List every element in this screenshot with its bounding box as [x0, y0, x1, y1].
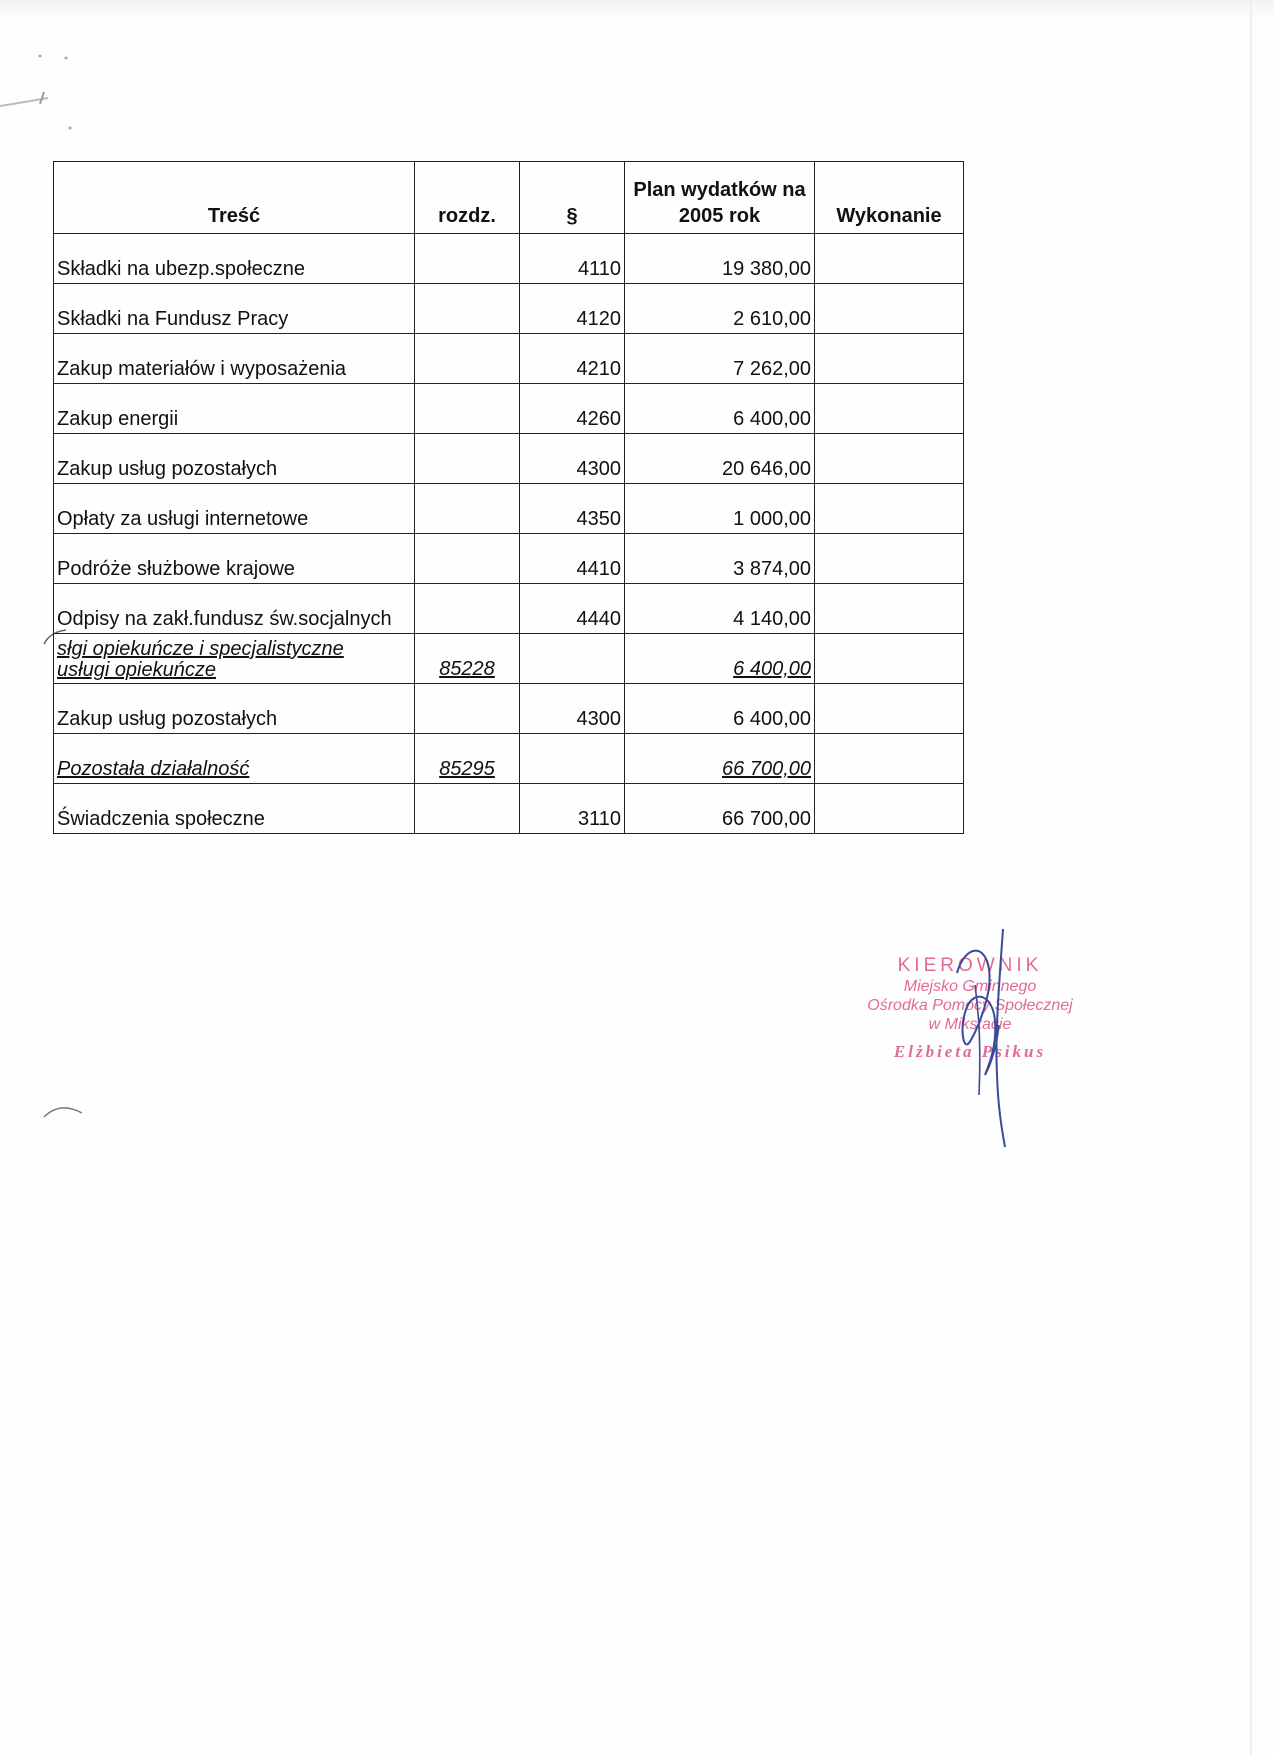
table-row: [54, 234, 964, 284]
cell-wykonanie: [815, 584, 964, 634]
cell-paragraf: 4300: [520, 684, 625, 734]
table-row: [54, 684, 964, 734]
header-paragraf: §: [520, 162, 625, 234]
cell-tresc: [54, 634, 415, 684]
cell-tresc: Opłaty za usługi internetowe: [54, 484, 415, 534]
cell-plan: 4 140,00: [625, 584, 815, 634]
header-plan-line2: 2005 rok: [678, 205, 761, 227]
table-row: [54, 784, 964, 834]
cell-paragraf: 4110: [520, 234, 625, 284]
cell-rozdz: [415, 584, 520, 634]
cell-plan: 66 700,00: [625, 734, 815, 784]
header-plan: [625, 162, 815, 234]
budget-table: [53, 161, 964, 834]
cell-paragraf: 4260: [520, 384, 625, 434]
table-row: [54, 384, 964, 434]
cell-tresc: Świadczenia społeczne: [54, 784, 415, 834]
stamp-name: Elżbieta Psikus: [893, 1042, 1047, 1061]
cell-tresc: Składki na Fundusz Pracy: [54, 284, 415, 334]
cell-wykonanie: [815, 734, 964, 784]
cell-wykonanie: [815, 634, 964, 684]
cell-wykonanie: [815, 234, 964, 284]
cell-rozdz: [415, 234, 520, 284]
cell-paragraf: [520, 734, 625, 784]
cell-plan: 1 000,00: [625, 484, 815, 534]
table-row-subsection-85228: [54, 634, 964, 684]
cell-wykonanie: [815, 434, 964, 484]
header-wykonanie: Wykonanie: [815, 162, 964, 234]
cell-tresc: Zakup usług pozostałych: [54, 684, 415, 734]
margin-arc-mark: [40, 1095, 90, 1125]
cell-rozdz: [415, 784, 520, 834]
cell-plan: 20 646,00: [625, 434, 815, 484]
cell-wykonanie: [815, 384, 964, 434]
cell-plan: 19 380,00: [625, 234, 815, 284]
page-right-edge: [1250, 0, 1252, 1755]
cell-rozdz: 85295: [415, 734, 520, 784]
cell-paragraf: 4440: [520, 584, 625, 634]
cell-wykonanie: [815, 284, 964, 334]
cell-wykonanie: [815, 484, 964, 534]
cell-plan: 3 874,00: [625, 534, 815, 584]
table-row: [54, 534, 964, 584]
cell-tresc: Podróże służbowe krajowe: [54, 534, 415, 584]
stamp-line3: Ośrodka Pomocy Społecznej: [867, 997, 1073, 1014]
cell-plan: 66 700,00: [625, 784, 815, 834]
cell-paragraf: 4410: [520, 534, 625, 584]
cell-rozdz: [415, 534, 520, 584]
cell-plan: 6 400,00: [625, 684, 815, 734]
cell-paragraf: 4210: [520, 334, 625, 384]
subsection-title-line2: usługi opiekuńcze: [57, 659, 216, 681]
stamp-line4: w Mikstacie: [928, 1016, 1012, 1033]
cell-rozdz: [415, 684, 520, 734]
header-tresc: Treść: [54, 162, 415, 234]
cell-rozdz: [415, 484, 520, 534]
cell-tresc: Odpisy na zakł.fundusz św.socjalnych: [54, 584, 415, 634]
table-row-subsection-85295: [54, 734, 964, 784]
table-row: [54, 584, 964, 634]
cell-tresc: Pozostała działalność: [54, 734, 415, 784]
cell-plan: 7 262,00: [625, 334, 815, 384]
cell-plan: 6 400,00: [625, 384, 815, 434]
table-row: [54, 334, 964, 384]
table-row: [54, 434, 964, 484]
stamp-line2: Miejsko Gminnego: [903, 978, 1037, 995]
cell-plan: 2 610,00: [625, 284, 815, 334]
cell-wykonanie: [815, 334, 964, 384]
page-top-shade: [0, 0, 1274, 22]
cell-rozdz: [415, 434, 520, 484]
table-row: [54, 484, 964, 534]
header-rozdz: rozdz.: [415, 162, 520, 234]
cell-tresc: Zakup energii: [54, 384, 415, 434]
cell-paragraf: 4120: [520, 284, 625, 334]
table-row: [54, 284, 964, 334]
cell-paragraf: 4300: [520, 434, 625, 484]
cell-rozdz: [415, 284, 520, 334]
cell-wykonanie: [815, 684, 964, 734]
cell-wykonanie: [815, 534, 964, 584]
stamp-title: KIEROWNIK: [897, 955, 1043, 976]
cell-rozdz: [415, 334, 520, 384]
cell-wykonanie: [815, 784, 964, 834]
cell-tresc: Składki na ubezp.społeczne: [54, 234, 415, 284]
cell-rozdz: [415, 384, 520, 434]
scan-margin-marks: [0, 40, 90, 140]
cell-paragraf: [520, 634, 625, 684]
handwritten-signature: [945, 925, 1025, 1150]
cell-rozdz: 85228: [415, 634, 520, 684]
cell-plan: 6 400,00: [625, 634, 815, 684]
subsection-title-line1: słgi opiekuńcze i specjalistyczne: [57, 638, 344, 660]
table-header-row: [54, 162, 964, 234]
cell-paragraf: 4350: [520, 484, 625, 534]
cell-paragraf: 3110: [520, 784, 625, 834]
cell-tresc: Zakup usług pozostałych: [54, 434, 415, 484]
header-plan-line1: Plan wydatków na: [633, 179, 806, 201]
cell-tresc: Zakup materiałów i wyposażenia: [54, 334, 415, 384]
